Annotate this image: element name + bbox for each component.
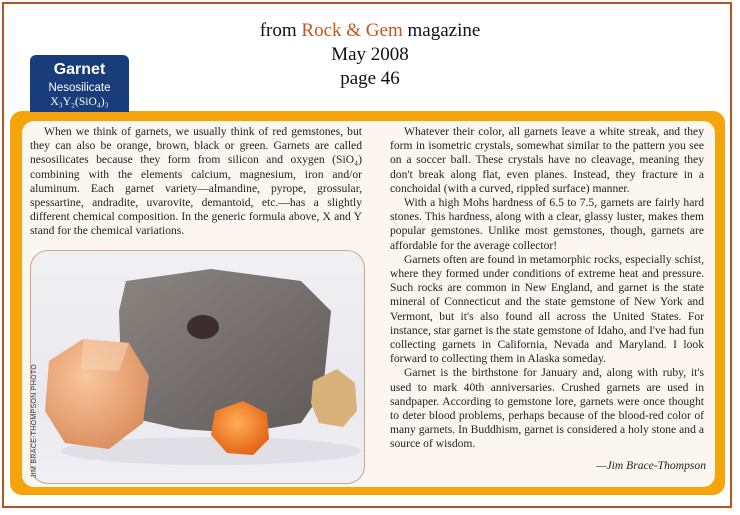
article-paragraph: When we think of garnets, we usually think of red gemstones, but they can also be orange, brown, black or green. Garnets are called nesosilicates because they form from silicon and oxygen (SiO₄) combining with the elements calcium, magnesium, iron and/or aluminum. Each garnet variety—almandine, pyrope, grossular, spessartine, andradite, uvarovite, demantoid, etc.—has a slightly different chemical composition. In the generic formula above, X and Y stand for the chemical variations.	[30, 125, 362, 238]
mineral-formula: X₃Y₂(SiO₄)₃	[50, 96, 109, 108]
author-byline: —Jim Brace-Thompson	[596, 459, 706, 472]
article-right-column	[390, 125, 704, 452]
article-left-column	[30, 125, 362, 239]
article-paragraph: Whatever their color, all garnets leave a white streak, and they form in isometric crystals, somewhat similar to the pattern you see on a soccer ball. These crystals have no cleavage, meaning they don't break along flat, even planes. Instead, they fracture in a conchoidal (with a curved, rippled surface) manner.	[390, 125, 704, 195]
source-line: from Rock & Gem magazine	[259, 20, 481, 41]
garnet-photo	[30, 250, 365, 484]
page-number: page 46	[340, 68, 400, 89]
photo-credit: JIM BRACE-THOMPSON PHOTO	[31, 363, 38, 478]
article-paragraph: With a high Mohs hardness of 6.5 to 7.5, garnets are fairly hard stones. This hardness, along with a clear, glassy luster, makes them popular gemstones. Unlike most gemstones, though, garnets are affordable for the average collector!	[390, 196, 704, 252]
article-paragraph: Garnet is the birthstone for January and, along with ruby, it's used to mark 40th anniversaries. Crushed garnets are used in sandpaper. According to gemstone lore, garnets were once thought to deter blood problems, perhaps because of the blood-red color of many garnets. In Buddhism, garnet is considered a holy stone and a source of wisdom.	[390, 366, 704, 451]
mineral-title: Garnet	[53, 61, 106, 78]
issue-date: May 2008	[331, 44, 409, 65]
mineral-class: Nesosilicate	[48, 82, 111, 94]
dark-garnet-crystal	[187, 315, 219, 339]
article-paragraph: Garnets often are found in metamorphic rocks, especially schist, where they formed under conditions of extreme heat and pressure. Such rocks are common in New England, and garnet is the state mineral of Connecticut and the state gemstone of New York and Vermont, but it's also found all across the United States. For instance, star garnet is the state gemstone of Idaho, and I've had fun collecting garnets in California, Nevada and Maryland. I look forward to collecting them in Alaska someday.	[390, 252, 704, 366]
garnet-specimens-illustration	[31, 251, 364, 483]
magazine-name: Rock & Gem	[301, 20, 403, 41]
mineral-tab	[30, 55, 129, 112]
